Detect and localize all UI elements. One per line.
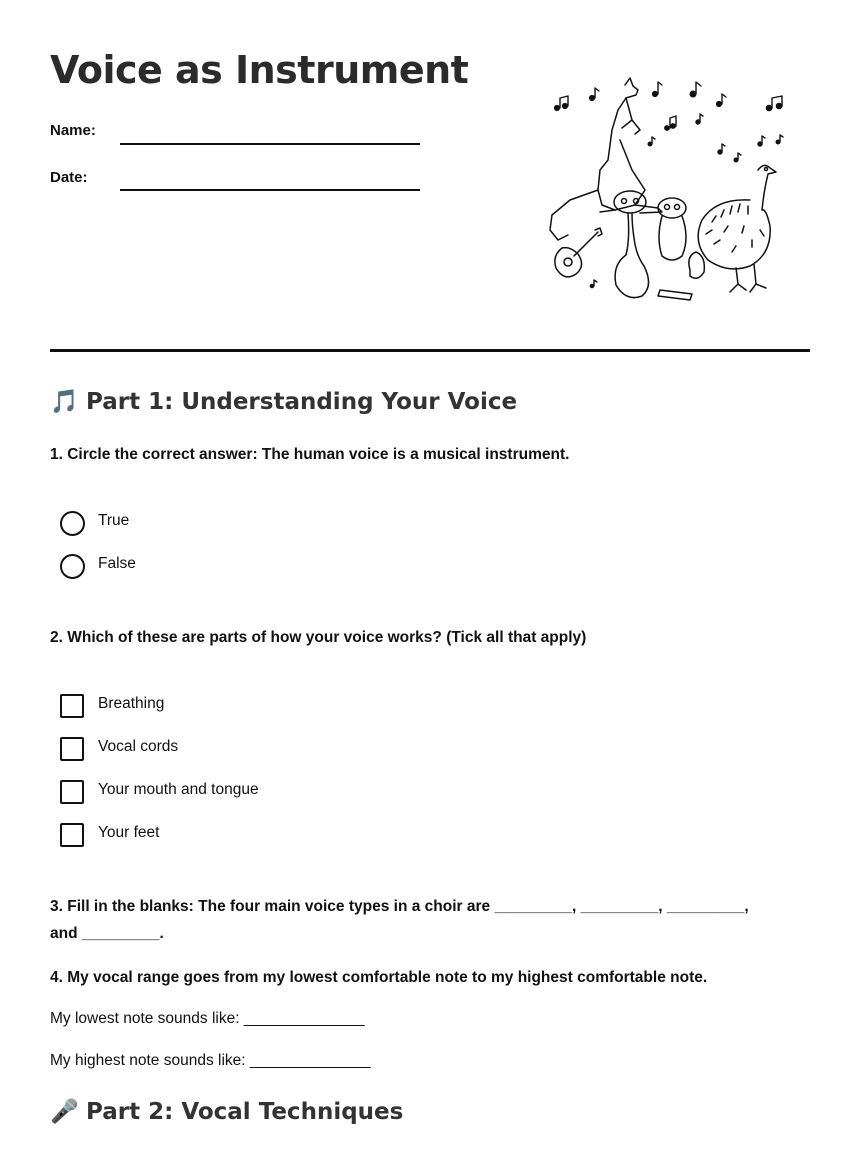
checkbox-icon[interactable] xyxy=(60,737,84,761)
question-3: 3. Fill in the blanks: The four main voice types in a choir are _________, _________, _________, and _________. xyxy=(50,898,749,942)
option-label: True xyxy=(98,512,130,529)
lowest-note-prompt: My lowest note sounds like: ______________ xyxy=(50,1010,365,1027)
checkbox-icon[interactable] xyxy=(60,694,84,718)
question-2: 2. Which of these are parts of how your voice works? (Tick all that apply) xyxy=(50,629,587,646)
part2-title: Part 2: Vocal Techniques xyxy=(86,1099,404,1125)
option-label: False xyxy=(98,555,136,572)
radio-circle-icon[interactable] xyxy=(60,511,85,536)
date-line[interactable] xyxy=(120,189,420,191)
question-4: 4. My vocal range goes from my lowest comfortable note to my highest comfortable note. xyxy=(50,969,708,986)
part1-heading xyxy=(50,388,517,415)
date-label: Date: xyxy=(50,169,88,186)
name-line[interactable] xyxy=(120,143,420,145)
music-note-icon: 🎵 xyxy=(50,389,79,415)
checkbox-icon[interactable] xyxy=(60,823,84,847)
highest-note-prompt: My highest note sounds like: ______________ xyxy=(50,1052,371,1069)
header-divider xyxy=(50,349,810,352)
part1-title: Part 1: Understanding Your Voice xyxy=(86,389,518,415)
radio-circle-icon[interactable] xyxy=(60,554,85,579)
animals-singing-illustration xyxy=(540,70,790,310)
page-title: Voice as Instrument xyxy=(50,48,469,92)
checkbox-icon[interactable] xyxy=(60,780,84,804)
option-label: Breathing xyxy=(98,695,165,712)
name-label: Name: xyxy=(50,122,96,139)
part2-heading xyxy=(50,1098,403,1125)
option-label: Your mouth and tongue xyxy=(98,781,259,798)
option-label: Your feet xyxy=(98,824,160,841)
option-label: Vocal cords xyxy=(98,738,179,755)
question-1: 1. Circle the correct answer: The human voice is a musical instrument. xyxy=(50,446,570,463)
microphone-icon: 🎤 xyxy=(50,1099,79,1125)
